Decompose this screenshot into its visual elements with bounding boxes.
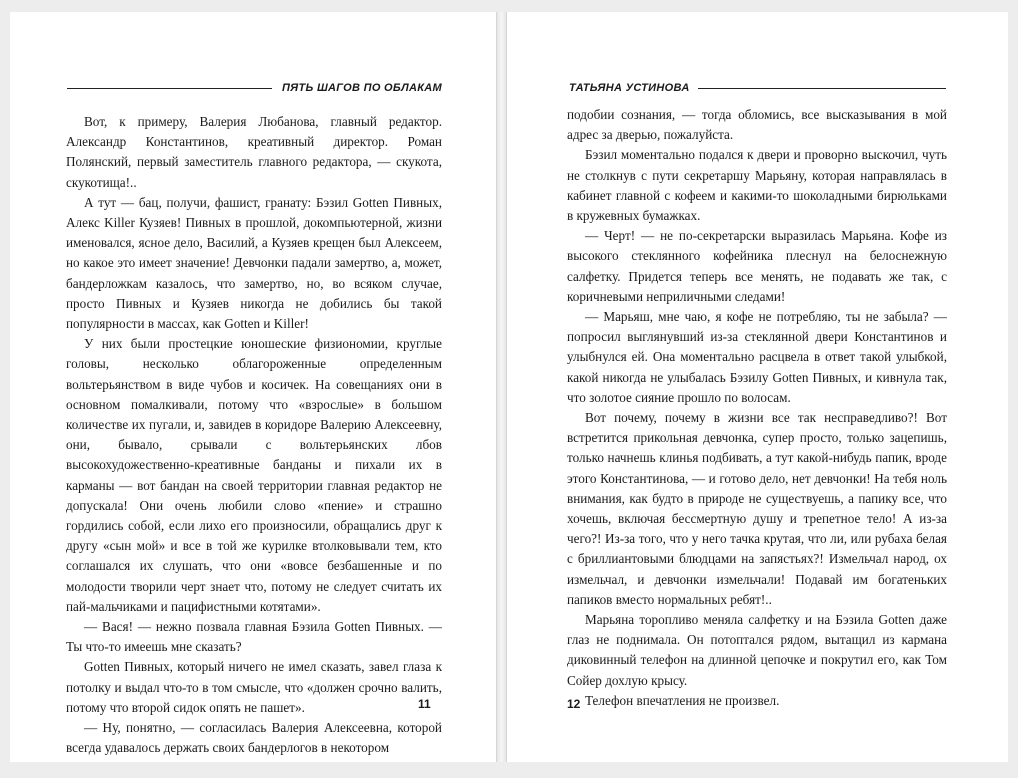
left-body-text bbox=[66, 112, 442, 759]
right-page bbox=[506, 12, 1008, 762]
running-head-author: ТАТЬЯНА УСТИНОВА bbox=[569, 82, 690, 94]
page-number: 11 bbox=[418, 697, 431, 711]
paragraph: А тут — бац, получи, фашист, гранату: Бэзил Gotten Пивных, Алекс Killer Кузяев! Пивных в прошлой, докомпьютерной, жизни именовался, ясное дело, Василий, а Кузяев крещен был Алексеем, но какое это имеет значение! Девчонки падали замертво, а, может, бандерложкам казалось, что замертво, но, во всяком случае, просто Пивных и Кузяев никогда не добились бы такой популярности в массах, как Gotten и Killer! bbox=[66, 194, 442, 332]
paragraph: — Ну, понятно, — согласилась Валерия Алексеевна, которой всегда удавалось держать своих бандерлогов в некотором bbox=[66, 720, 442, 756]
paragraph-continued: подобии сознания, — тогда обломись, все высказывания в мой адрес за дверью, пожалуйста. bbox=[567, 107, 947, 143]
paragraph: Телефон впечатления не произвел. bbox=[585, 692, 780, 708]
left-running-head bbox=[67, 82, 442, 94]
running-head-title: ПЯТЬ ШАГОВ ПО ОБЛАКАМ bbox=[281, 82, 442, 94]
left-page bbox=[10, 12, 497, 762]
paragraph: Бэзил моментально подался к двери и проворно выскочил, чуть не столкнув с пути секретаршу Марьяну, которая направлялась в кабинет главной с кофеем и какими-то шоколадными бирюльками в кружевных бумажках. bbox=[567, 147, 947, 224]
header-rule bbox=[67, 88, 272, 89]
paragraph: Gotten Пивных, который ничего не имел сказать, завел глаза к потолку и выдал что-то в том смысле, что «должен срочно валить, потому что второй сидок опять не пашет». bbox=[66, 659, 442, 715]
paragraph: Вот, к примеру, Валерия Любанова, главный редактор. Александр Константинов, креативный директор. Роман Полянский, первый заместитель главного редактора, — скукота, скукотища!.. bbox=[66, 114, 442, 190]
paragraph: Марьяна торопливо меняла салфетку и на Бэзила Gotten даже глаз не поднимала. Он потоптался рядом, вытащил из кармана диковинный телефон на длинной цепочке и покрутил его, как Том Сойер дохлую крысу. bbox=[567, 612, 947, 688]
right-running-head bbox=[569, 82, 946, 94]
paragraph: Вот почему, почему в жизни все так несправедливо?! Вот встретится прикольная девчонка, супер просто, только зацепишь, только начнешь клинья подбивать, а тут какой-нибудь папик, вроде этого Константинова, — и готово дело, нет девчонки! На тебя ноль внимания, как будто в природе не существуешь, а папику все, что хочешь, включая бессмертную душу и трепетное тело! А из-за чего?! Из-за того, что у него тачка крутая, что ли, или рубаха белая с бриллиантовыми блюдцами на запястьях?! Измельчал народ, ох измельчал, и девчонки измельчали! Подавай им богатеньких папиков вместо нормальных ребят!.. bbox=[567, 410, 947, 607]
paragraph: — Вася! — нежно позвала главная Бэзила Gotten Пивных. — Ты что-то имеешь мне сказать? bbox=[66, 619, 442, 655]
paragraph: — Черт! — не по-секретарски выразилась Марьяна. Кофе из высокого стеклянного кофейника плеснул на белоснежную салфетку. Придется теперь все менять, не подавать же так, с коричневыми неприличными следами! bbox=[567, 228, 947, 304]
page-number: 12 bbox=[567, 697, 581, 711]
right-body-text bbox=[567, 105, 947, 711]
book-gutter bbox=[497, 12, 506, 762]
paragraph: У них были простецкие юношеские физиономии, круглые головы, несколько облагороженные определенным вольтерьянством в виде чубов и косичек. На совещаниях они в основном помалкивали, потому что «взрослые» в большом количестве их пугали, и, завидев в коридоре Валерию Алексеевну, они, бывало, срывали с вольтерьянских лбов высокохудожественно-креативные банданы и пихали их в карманы — вот бандан на своей территории главная редактор не допускала! Они очень любили слово «пение» и страшно гордились собой, если лихо его произносили, обращались друг к другу «сын мой» и все в той же курилке втолковывали тем, кто соглашался их слушать, что они «вовсе безбашенные и по молодости творили черт знает что, потому не следует считать их пай-мальчиками и пацифистными котятами». bbox=[66, 336, 442, 614]
paragraph: — Марьяш, мне чаю, я кофе не потребляю, ты не забыла? — попросил выглянувший из-за стеклянной двери Константинов и улыбнулся ей. Она моментально расцвела в ответ такой улыбкой, какой никогда не улыбалась Бэзилу Gotten Пивных, и кивнула так, что золотое сияние прошло по волосам. bbox=[567, 309, 947, 405]
header-rule bbox=[698, 88, 946, 89]
